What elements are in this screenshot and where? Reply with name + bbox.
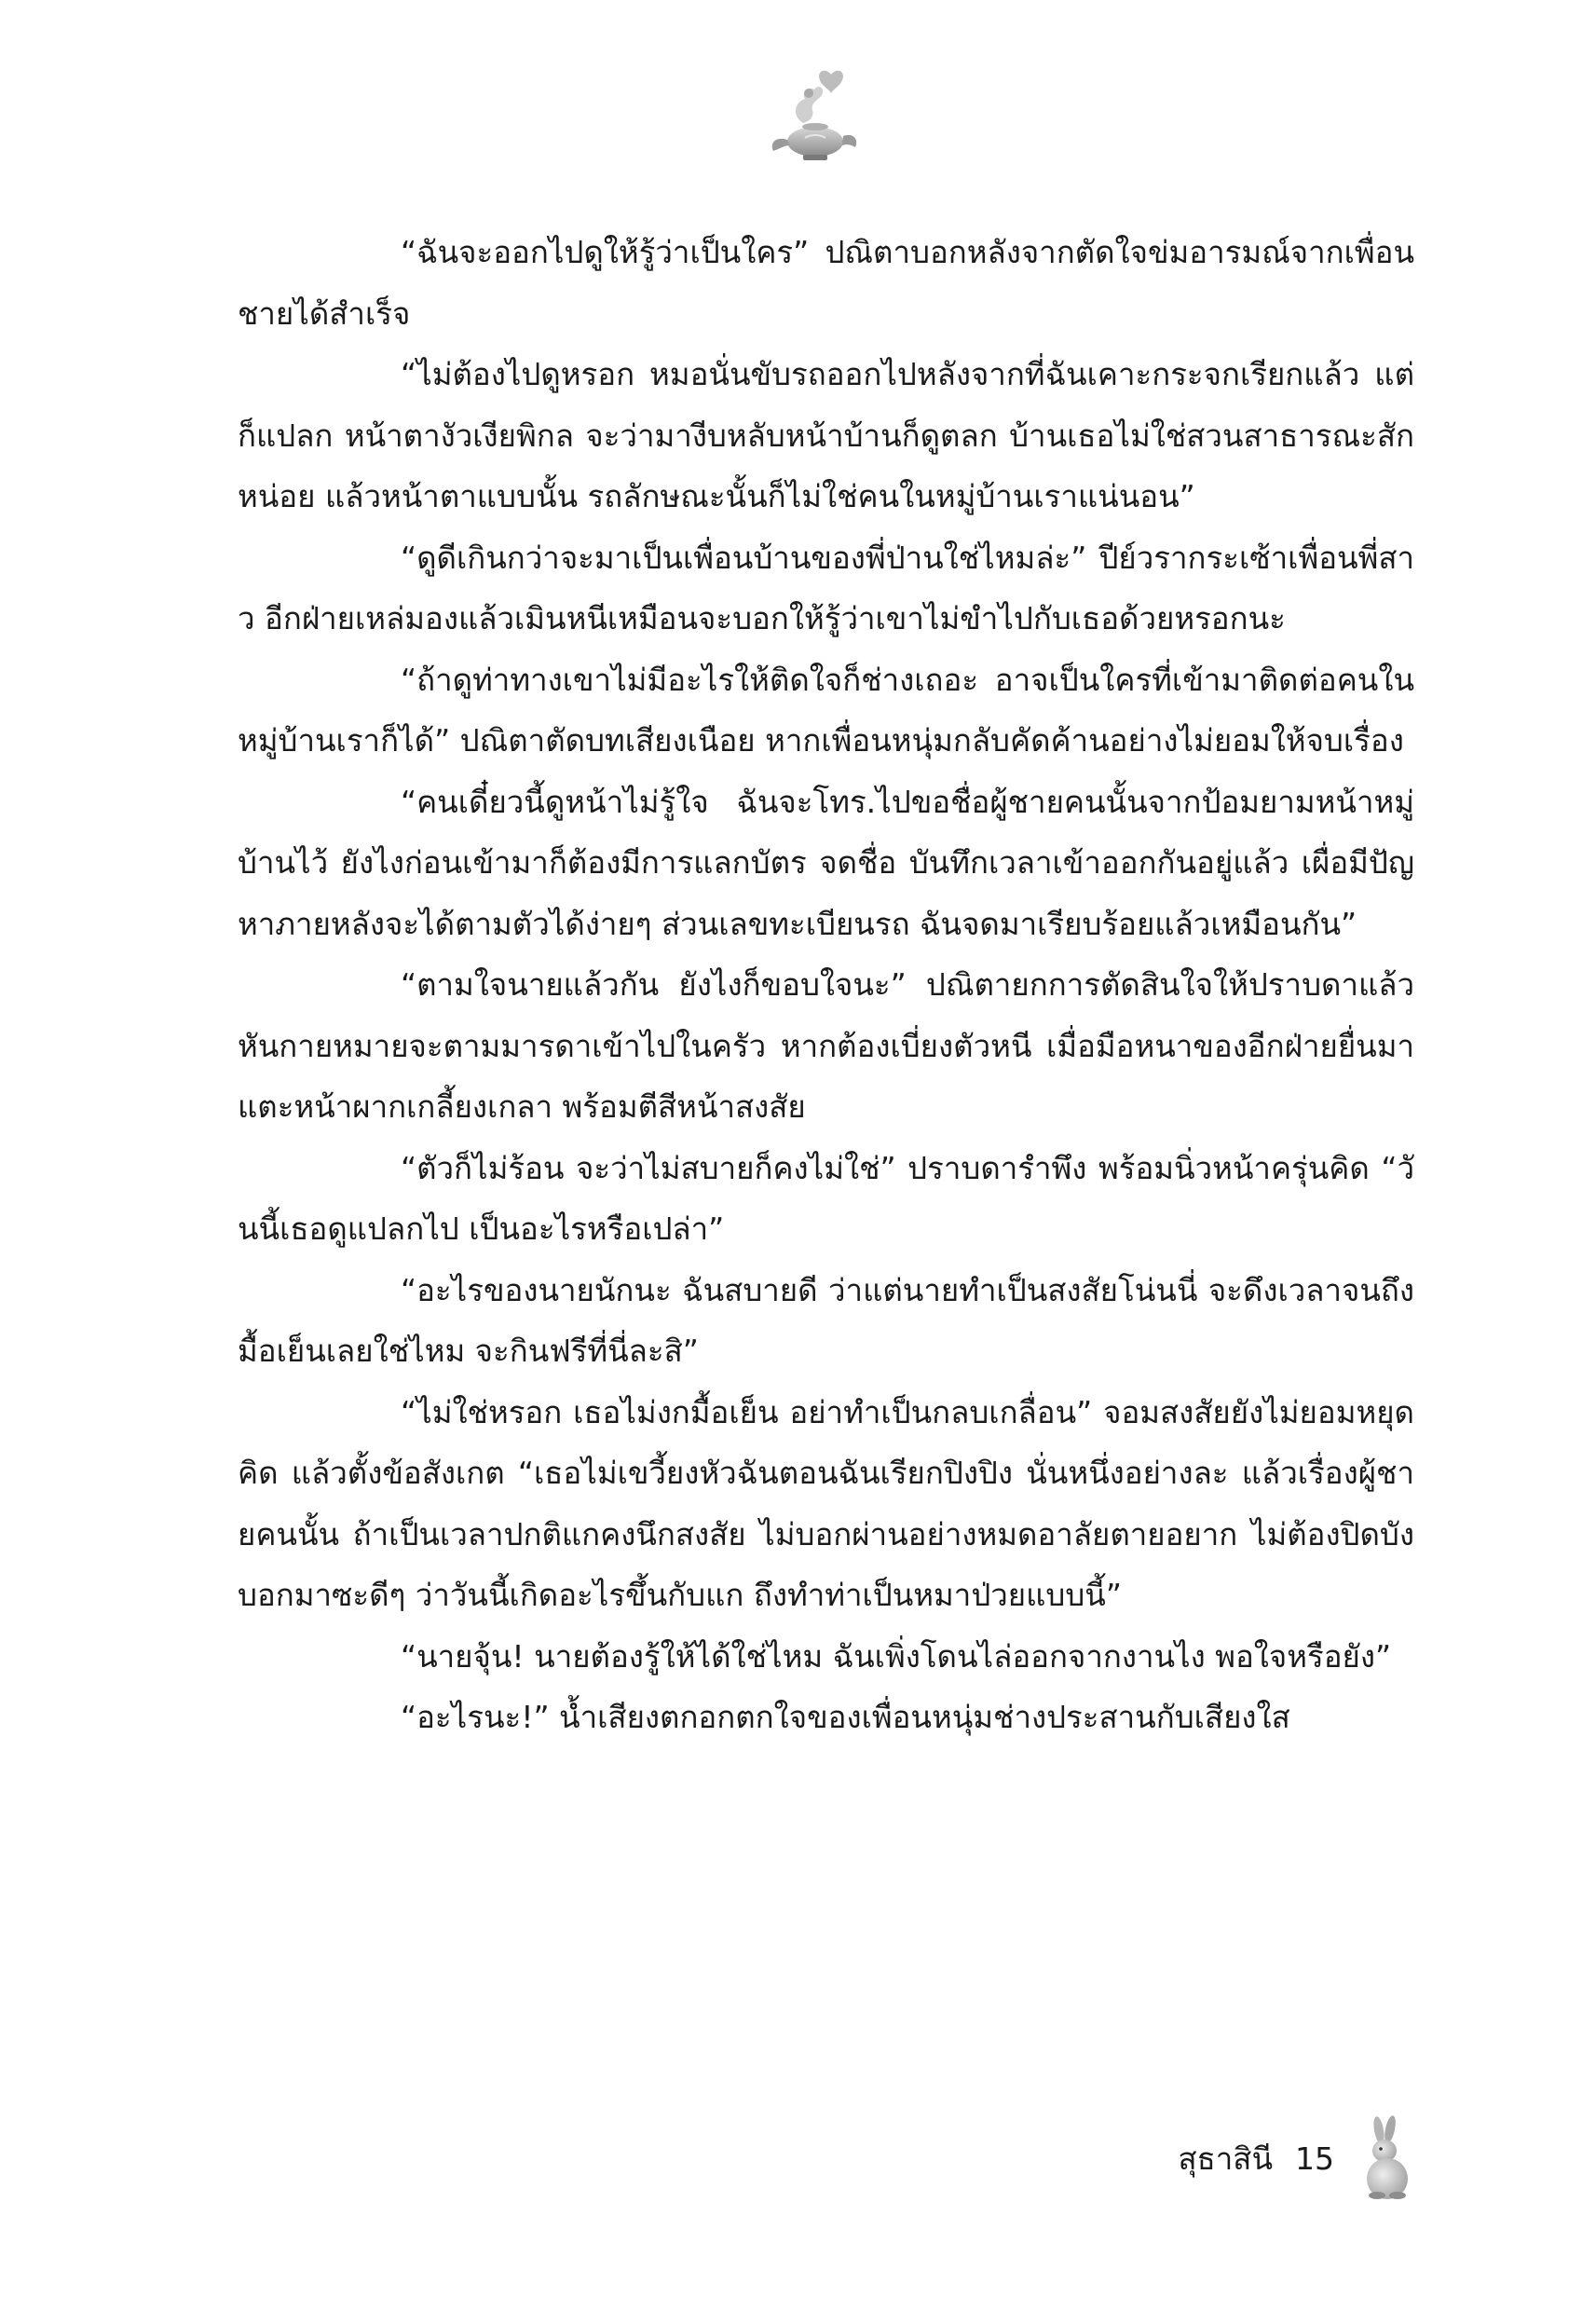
paragraph: “อะไรนะ!” น้ำเสียงตกอกตกใจของเพื่อนหนุ่มช่างประสานกับเสียงใส (401, 1699, 1290, 1735)
paragraph: “ฉันจะออกไปดูให้รู้ว่าเป็นใคร” ปณิตาบอกหลังจากตัดใจข่มอารมณ์จากเพื่อนชายได้สำเร็จ (238, 234, 1414, 332)
paragraph: “ไม่ใช่หรอก เธอไม่งกมื้อเย็น อย่าทำเป็นกลบเกลื่อน” จอมสงสัยยังไม่ยอมหยุดคิด แล้วตั้งข้อสังเกต “เธอไม่เขวี้ยงหัวฉันตอนฉันเรียกปิงปิง นั่นหนึ่งอย่างละ แล้วเรื่องผู้ชายคนนั้น ถ้าเป็นเวลาปกติแกคงนึกสงสัย ไม่บอกผ่านอย่างหมดอาลัยตายอยาก ไม่ต้องปิดบัง บอกมาซะดีๆ ว่าวันนี้เกิดอะไรขึ้นกับแก ถึงทำท่าเป็นหมาป่วยแบบนี้” (238, 1393, 1414, 1613)
rabbit-icon (1357, 2115, 1414, 2201)
paragraph: “ดูดีเกินกว่าจะมาเป็นเพื่อนบ้านของพี่ป่านใช่ไหมล่ะ” ปีย์วรากระเซ้าเพื่อนพี่สาว อีกฝ่ายเหล่มองแล้วเมินหนีเหมือนจะบอกให้รู้ว่าเขาไม่ขำไปกับเธอด้วยหรอกนะ (238, 539, 1414, 636)
paragraph: “ไม่ต้องไปดูหรอก หมอนั่นขับรถออกไปหลังจากที่ฉันเคาะกระจกเรียกแล้ว แต่ก็แปลก หน้าตางัวเงียพิกล จะว่ามางีบหลับหน้าบ้านก็ดูตลก บ้านเธอไม่ใช่สวนสาธารณะสักหน่อย แล้วหน้าตาแบบนั้น รถลักษณะนั้นก็ไม่ใช่คนในหมู่บ้านเราแน่นอน” (238, 356, 1414, 514)
paragraph: “คนเดี๋ยวนี้ดูหน้าไม่รู้ใจ ฉันจะโทร.ไปขอชื่อผู้ชายคนนั้นจากป้อมยามหน้าหมู่บ้านไว้ ยังไงก่อนเข้ามาก็ต้องมีการแลกบัตร จดชื่อ บันทึกเวลาเข้าออกกันอยู่แล้ว เผื่อมีปัญหาภายหลังจะได้ตามตัวได้ง่ายๆ ส่วนเลขทะเบียนรถ ฉันจดมาเรียบร้อยแล้วเหมือนกัน” (238, 783, 1414, 942)
page-number: 15 (1295, 2140, 1334, 2177)
page-footer (1178, 2115, 1414, 2201)
paragraph: “นายจุ้น! นายต้องรู้ให้ได้ใช่ไหม ฉันเพิ่งโดนไล่ออกจากงานไง พอใจหรือยัง” (401, 1637, 1392, 1675)
teapot-genie-heart-icon (764, 65, 866, 168)
paragraph: “ตัวก็ไม่ร้อน จะว่าไม่สบายก็คงไม่ใช่” ปราบดารำพึง พร้อมนิ่วหน้าครุ่นคิด “วันนี้เธอดูแปลกไป เป็นอะไรหรือเปล่า” (238, 1149, 1414, 1247)
paragraph: “ตามใจนายแล้วกัน ยังไงก็ขอบใจนะ” ปณิตายกการตัดสินใจให้ปราบดาแล้วหันกายหมายจะตามมารดาเข้าไปในครัว หากต้องเบี่ยงตัวหนี เมื่อมือหนาของอีกฝ่ายยื่นมาแตะหน้าผากเกลี้ยงเกลา พร้อมตีสีหน้าสงสัย (238, 966, 1414, 1125)
story-text (238, 222, 1414, 1748)
paragraph: “อะไรของนายนักนะ ฉันสบายดี ว่าแต่นายทำเป็นสงสัยโน่นนี่ จะดึงเวลาจนถึงมื้อเย็นเลยใช่ไหม จะกินฟรีที่นี่ละสิ” (238, 1271, 1414, 1369)
paragraph: “ถ้าดูท่าทางเขาไม่มีอะไรให้ติดใจก็ช่างเถอะ อาจเป็นใครที่เข้ามาติดต่อคนในหมู่บ้านเราก็ได้” ปณิตาตัดบทเสียงเนือย หากเพื่อนหนุ่มกลับคัดค้านอย่างไม่ยอมให้จบเรื่อง (238, 661, 1414, 759)
book-title: สุธาสินี (1178, 2140, 1273, 2177)
